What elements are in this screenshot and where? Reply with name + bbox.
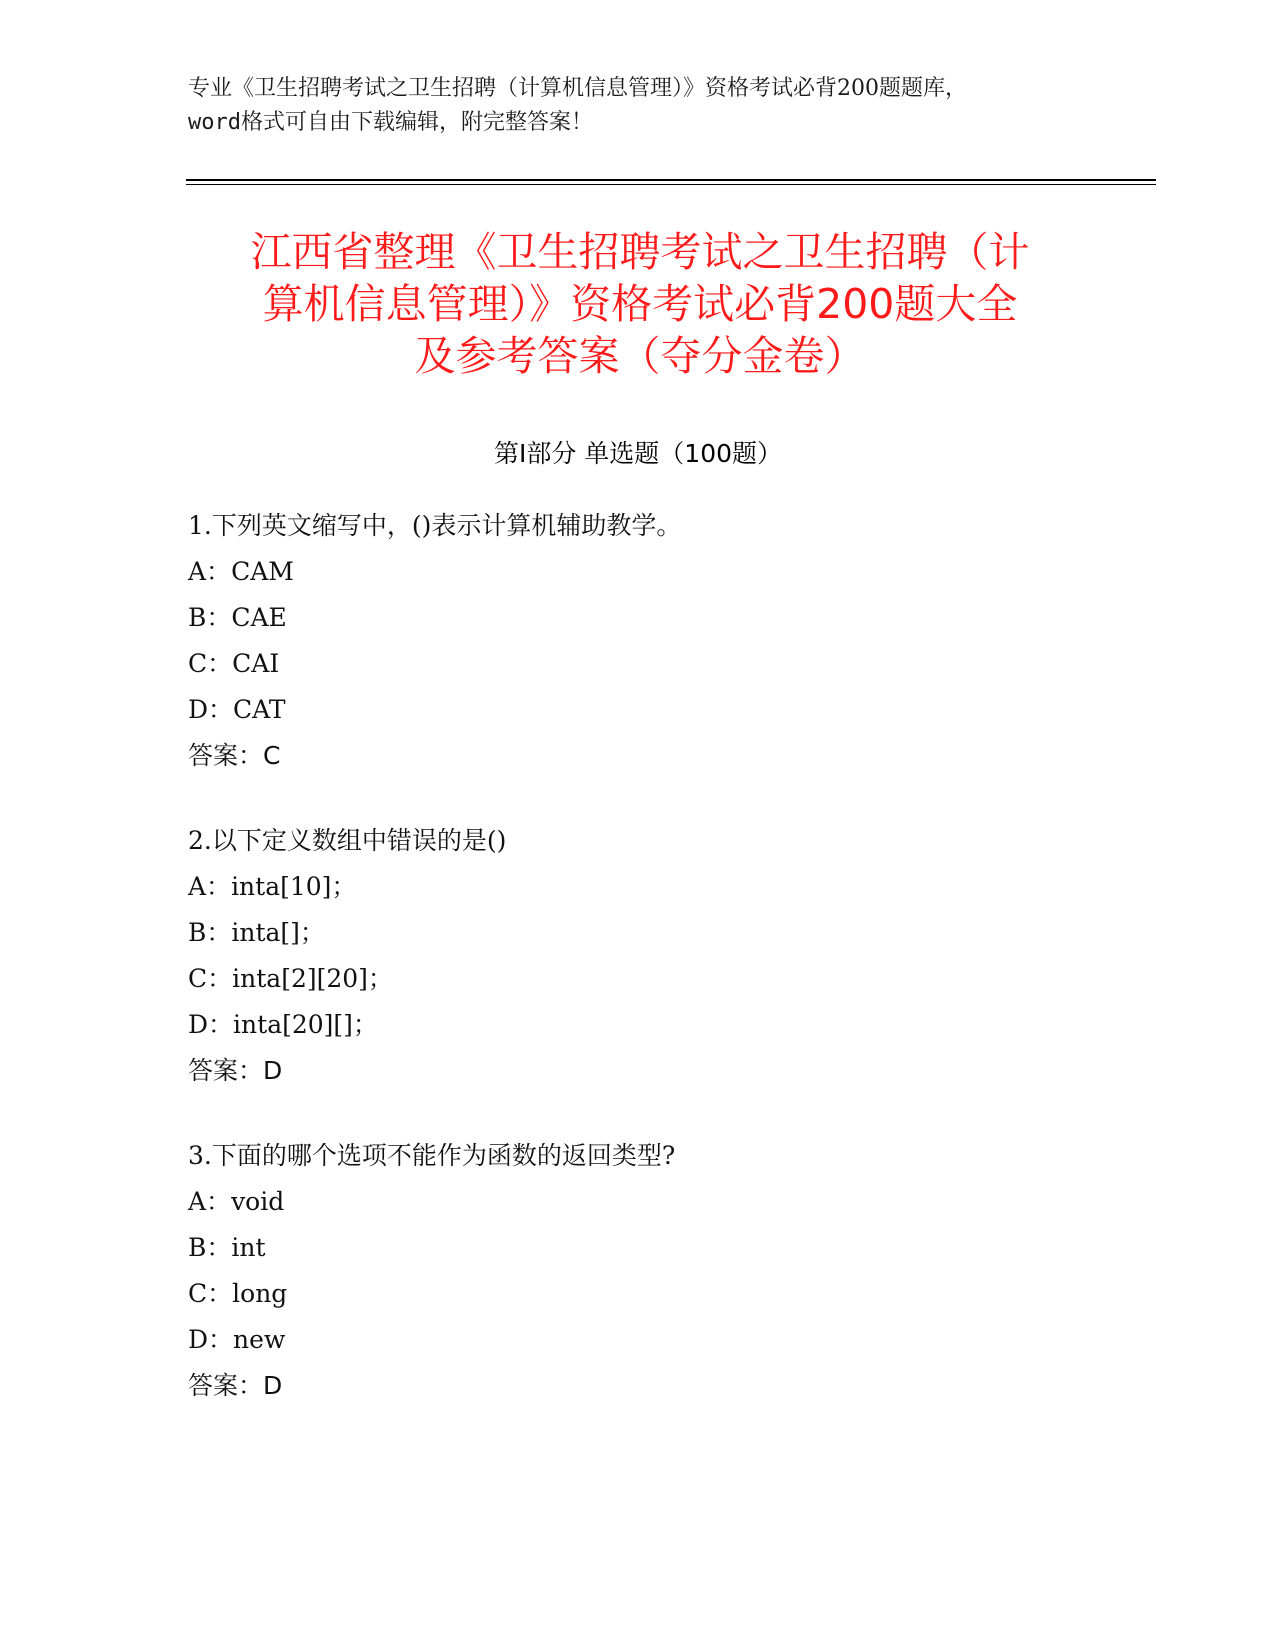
question-stem: 2.以下定义数组中错误的是() [188, 826, 507, 855]
header-divider-thick [186, 179, 1156, 181]
option-a [188, 864, 1088, 910]
option-key: C： [188, 964, 233, 993]
answer: 答案：C [188, 741, 281, 770]
question-3 [188, 1133, 1088, 1409]
question-stem: 3.下面的哪个选项不能作为函数的返回类型? [188, 1141, 676, 1170]
option-text: inta[]； [231, 918, 325, 947]
option-key: B： [188, 918, 232, 947]
document-header [188, 72, 1088, 140]
option-key: D： [188, 1010, 234, 1039]
question-stem: 1.下列英文缩写中，()表示计算机辅助教学。 [188, 511, 682, 540]
option-key: D： [188, 695, 234, 724]
title-line-3: 及参考答案（夺分金卷） [414, 332, 866, 380]
option-text: inta[10]； [231, 872, 357, 901]
question-2 [188, 818, 1088, 1094]
option-key: B： [188, 1233, 232, 1262]
option-d [188, 687, 1088, 733]
option-text: CAI [232, 649, 280, 678]
option-b [188, 1225, 1088, 1271]
title-line-2: 算机信息管理）》资格考试必背200题大全 [262, 280, 1018, 328]
header-line-1: 专业《卫生招聘考试之卫生招聘（计算机信息管理）》资格考试必背200题题库， [188, 76, 967, 101]
option-key: C： [188, 1279, 233, 1308]
section-heading: 第Ⅰ部分 单选题（100题） [493, 439, 783, 468]
option-text: CAM [231, 557, 294, 586]
option-text: void [231, 1187, 285, 1216]
option-key: B： [188, 603, 232, 632]
header-divider-thin [186, 184, 1156, 185]
option-key: C： [188, 649, 233, 678]
option-b [188, 595, 1088, 641]
question-1 [188, 503, 1088, 779]
option-c [188, 641, 1088, 687]
option-key: A： [188, 1187, 232, 1216]
option-text: int [231, 1233, 266, 1262]
option-key: A： [188, 557, 232, 586]
answer: 答案：D [188, 1056, 283, 1085]
option-text: inta[20][]； [233, 1010, 378, 1039]
answer: 答案：D [188, 1371, 283, 1400]
header-line-2 [188, 106, 1088, 140]
option-d [188, 1317, 1088, 1363]
option-text: CAT [233, 695, 286, 724]
header-brand: word [188, 110, 241, 135]
option-c [188, 956, 1088, 1002]
option-text: new [233, 1325, 286, 1354]
option-text: inta[2][20]； [232, 964, 393, 993]
option-key: D： [188, 1325, 234, 1354]
option-a [188, 1179, 1088, 1225]
title-line-1: 江西省整理《卫生招聘考试之卫生招聘（计 [250, 228, 1030, 276]
option-text: long [232, 1279, 288, 1308]
option-b [188, 910, 1088, 956]
option-a [188, 549, 1088, 595]
option-key: A： [188, 872, 232, 901]
document-title [190, 226, 1090, 382]
header-line-2-text: 格式可自由下载编辑，附完整答案！ [240, 110, 593, 135]
option-d [188, 1002, 1088, 1048]
option-text: CAE [231, 603, 287, 632]
option-c [188, 1271, 1088, 1317]
